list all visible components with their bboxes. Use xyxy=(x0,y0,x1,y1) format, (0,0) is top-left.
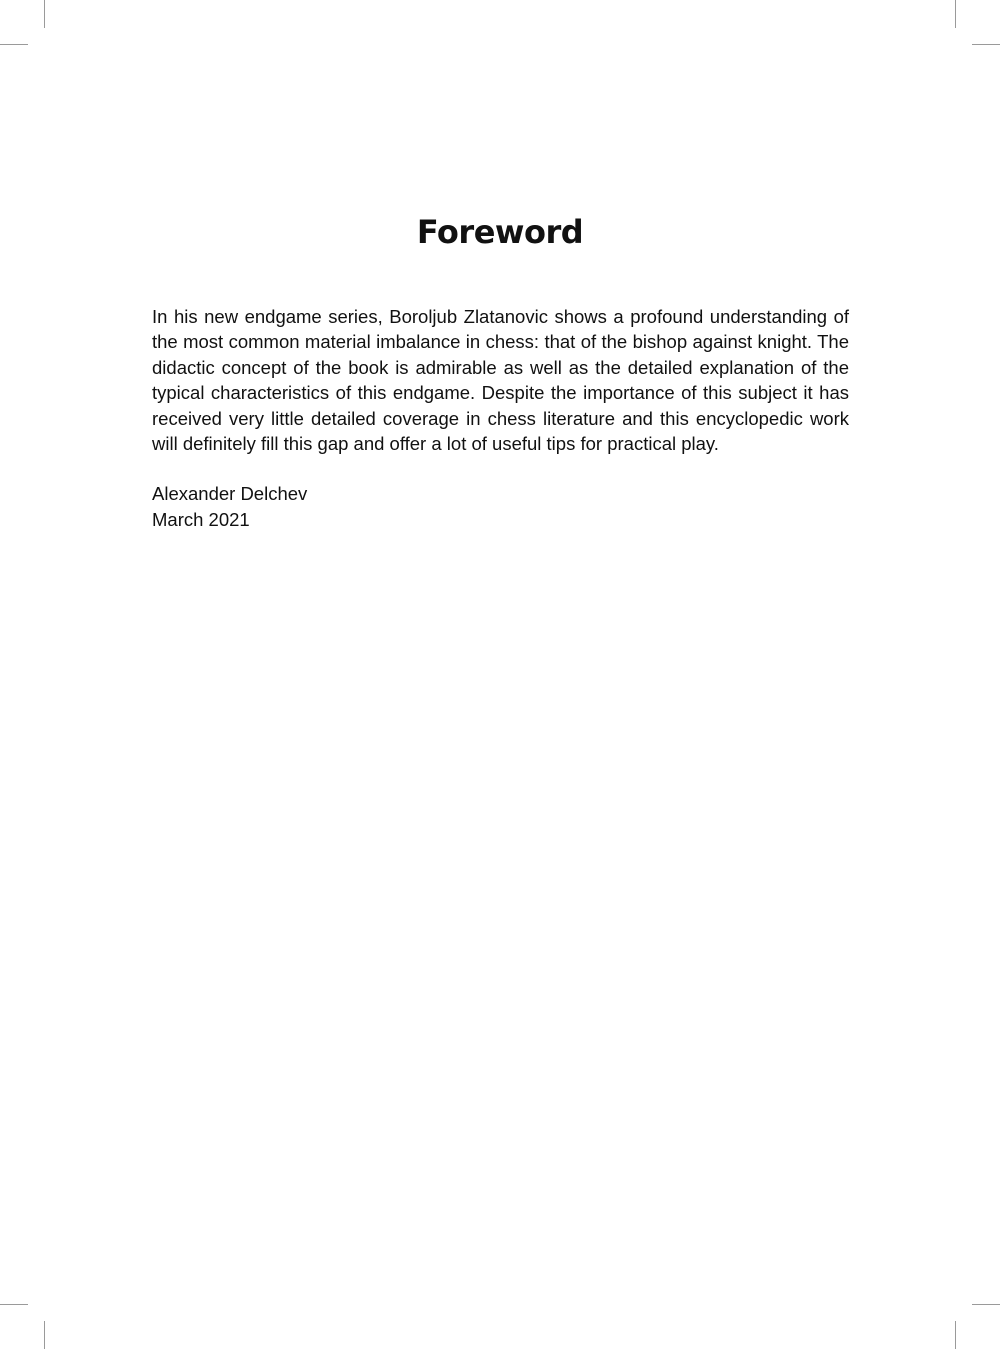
signature-date: March 2021 xyxy=(152,508,250,530)
crop-mark-top-right-horizontal xyxy=(972,44,1000,45)
author-name: Alexander Delchev xyxy=(152,483,308,504)
crop-mark-bottom-left-horizontal xyxy=(0,1304,28,1305)
signature-block xyxy=(152,481,652,532)
crop-mark-bottom-left-vertical xyxy=(44,1321,45,1349)
crop-mark-bottom-right-horizontal xyxy=(972,1304,1000,1305)
crop-mark-top-left-vertical xyxy=(44,0,45,28)
crop-mark-bottom-right-vertical xyxy=(955,1321,956,1349)
page-title: Foreword xyxy=(416,213,584,251)
foreword-paragraph: In his new endgame series, Boroljub Zlatanovic shows a profound understanding of the most common material imbalance in chess: that of the bishop against knight. The didactic concept of the book is admirable as well as the detailed explanation of the typical characteristics of this endgame. Despite the importance of this subject it has received very little detailed coverage in chess literature and this encyclopedic work will definitely fill this gap and offer a lot of useful tips for practical play. xyxy=(152,306,849,455)
crop-mark-top-right-vertical xyxy=(955,0,956,28)
crop-mark-top-left-horizontal xyxy=(0,44,28,45)
